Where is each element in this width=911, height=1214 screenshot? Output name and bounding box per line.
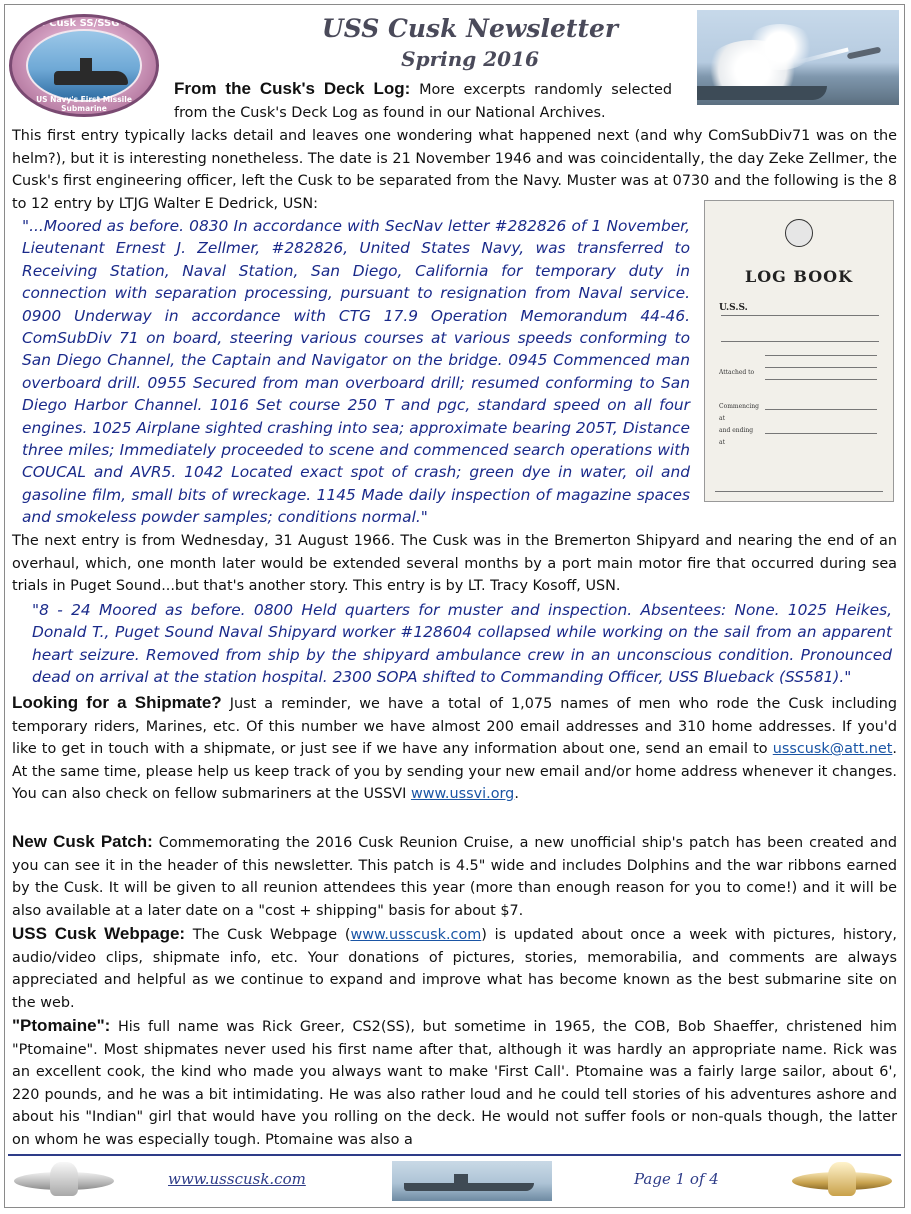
log-book-cover-photo (704, 200, 894, 502)
deck-log-intro: More excerpts randomly selected from the Cusk's Deck Log as found in our National Archives. (174, 82, 673, 121)
webpage-text: ) is updated about once a week with pictures, history, audio/video clips, shipmate info, etc. Your donations of pictures, stories, memorabilia, and comments are always appreciated and helpful as we continue to expand and improve what has become known as the best submarine site on the web. (12, 927, 897, 1011)
ptomaine-section (12, 1015, 897, 1151)
website-link[interactable]: www.usscusk.com (350, 927, 482, 943)
deck-log-1966-context: The next entry is from Wednesday, 31 August 1966. The Cusk was in the Bremerton Shipyard and nearing the end of an overhaul, which, one month later would be extended several months by a port main motor fire that occurred during sea trials in Puget Sound...but that's another story. This entry is by LT. Tracy Kosoff, USN. (12, 533, 897, 594)
log-book-rule (765, 433, 877, 434)
section-heading-ptomaine: "Ptomaine": (12, 1016, 111, 1035)
section-heading-shipmate: Looking for a Shipmate? (12, 693, 222, 712)
log-book-label: at (719, 439, 725, 446)
email-link[interactable]: usscusk@att.net (772, 741, 893, 757)
shipmate-text: Just a reminder, we have a total of 1,075 names of men who rode the Cusk including temporary riders, Marines, etc. Of this number we have almost 200 email addresses and 310 home addresses. If you'd like to get in touch with a shipmate, or just see if we have any information about one, send an email to (12, 696, 897, 757)
newsletter-title: USS Cusk Newsletter (321, 14, 619, 43)
missile-icon (847, 47, 882, 60)
log-book-rule (765, 355, 877, 356)
section-heading-webpage: USS Cusk Webpage: (12, 924, 186, 943)
deck-log-intro-top (174, 78, 672, 124)
log-book-label: and ending (719, 427, 754, 434)
log-book-uss-label: U.S.S. (719, 303, 748, 313)
log-book-rule (721, 315, 879, 316)
newsletter-issue: Spring 2016 (401, 47, 539, 71)
navy-seal-icon (785, 219, 813, 247)
patch-text: Commemorating the 2016 Cusk Reunion Cruise, a new unofficial ship's patch has been created and you can see it in the header of this newsletter. This patch is 4.5" wide and includes Dolphins and the war ribbons earned by the Cusk. It will be given to all reunion attendees this year (more than enough reason for you to come!) and it will be also available at a later date on a "cost + shipping" basis for about $7. (12, 835, 897, 919)
missile-launch-photo (697, 10, 899, 105)
webpage-section (12, 923, 897, 1014)
section-heading-deck-log: From the Cusk's Deck Log: (174, 79, 411, 98)
deck-log-quote-1966: "8 - 24 Moored as before. 0800 Held quarters for muster and inspection. Absentees: None. 1025 Heikes, Donald T., Puget Sound Naval Shipyard worker #128604 collapsed while working on the sail from an apparent heart seizure. Removed from ship by the shipyard ambulance crew in an unconscious condition. Pronounced dead on arrival at the station hospital. 2300 SOPA shifted to Commanding Officer, USS Blueback (SS581)." (32, 601, 892, 687)
deck-log-context: This first entry typically lacks detail and leaves one wondering what happened next (and why ComSubDiv71 was on the helm?), but it is interesting nonetheless. The date is 21 November 1946 and was coincidentally, the day Zeke Zellmer, the Cusk's first engineering officer, left the Cusk to be separated from the Navy. Muster was at 0730 and the following is the 8 to 12 entry by LTJG Walter E Dedrick, USN: (12, 128, 897, 212)
patch-section (12, 831, 897, 922)
submarine-icon (54, 71, 128, 85)
log-book-label: Attached to (719, 369, 755, 376)
patch-bottom-text: US Navy's First Missile Submarine (36, 95, 132, 113)
cusk-patch-logo (9, 14, 159, 117)
footer-website-link[interactable]: www.usscusk.com (168, 1170, 306, 1188)
submarine-hull (697, 86, 827, 100)
log-book-rule (721, 341, 879, 342)
footer-rule (8, 1154, 901, 1156)
patch-emblem (26, 29, 142, 102)
log-book-rule (765, 409, 877, 410)
shipmate-text: . At the same time, please help us keep track of you by sending your new email and/or home address whenever it changes. You can also check on fellow submariners at the USSVI (12, 741, 897, 802)
log-book-rule (715, 491, 883, 492)
log-book-rule (765, 367, 877, 368)
log-book-title: LOG BOOK (744, 267, 854, 286)
patch-top-text: USS Cusk SS/SSG-348 (23, 18, 145, 29)
deck-log-between (12, 530, 897, 598)
shipmate-text: . (514, 786, 519, 802)
deck-log-quote-1946: "...Moored as before. 0830 In accordance with SecNav letter #282826 of 1 November, Lieutenant Ernest J. Zellmer, #282826, United States Navy, was transferred to Receiving Station, Naval Station, San Diego, California for temporary duty in connection with separation processing, pursuant to resignation from Naval service. 0900 Underway in accordance with CTG 17.9 Operation Memorandum 44-46. ComSubDiv 71 on board, steering various courses at various speeds conforming to San Diego Channel, the Captain and Navigator on the bridge. 0945 Commenced man overboard drill. 0955 Secured from man overboard drill; resumed conforming to San Diego Harbor Channel. 1016 Set course 250 T and pgc, standard speed on all four engines. 1025 Airplane sighted crashing into sea; approximate bearing 205T, Distance three miles; Immediately proceeded to scene and commenced search operations with COUCAL and AVR5. 1042 Located exact spot of crash; green dye in water, oil and gasoline film, small bits of wreckage. 1145 Made daily inspection of magazine spaces and smokeless powder samples; conditions normal." (22, 217, 690, 527)
log-book-label: at (719, 415, 725, 422)
webpage-text: The Cusk Webpage ( (185, 927, 351, 943)
section-heading-patch: New Cusk Patch: (12, 832, 153, 851)
shipmate-section (12, 692, 897, 806)
ussvi-link[interactable]: www.ussvi.org (410, 786, 515, 802)
smoke-cloud (745, 24, 815, 70)
dolphin-center (50, 1162, 78, 1196)
gold-dolphins-icon (790, 1160, 896, 1198)
ptomaine-text: His full name was Rick Greer, CS2(SS), but sometime in 1965, the COB, Bob Shaeffer, christened him "Ptomaine". Most shipmates never used his first name after that, although it was hardly an appropriate name. Rick was an excellent cook, the kind who made you always want to make 'First Call'. Ptomaine was a fairly large sailor, about 6', 220 pounds, and he was a bit intimidating. He was also rather loud and he could tell stories of his adventures ashore and about his "Indian" girl that would have you rolling on the deck. He would not suffer fools or non-quals though, the latter on whom he was especially tough. Ptomaine was also a (12, 1019, 897, 1148)
page-number: Page 1 of 4 (634, 1170, 719, 1188)
dolphin-center (828, 1162, 856, 1196)
silver-dolphins-icon (12, 1160, 118, 1198)
log-book-label: Commencing (719, 403, 759, 410)
submarine-hull (404, 1183, 534, 1191)
log-book-rule (765, 379, 877, 380)
submarine-photo (392, 1161, 552, 1201)
